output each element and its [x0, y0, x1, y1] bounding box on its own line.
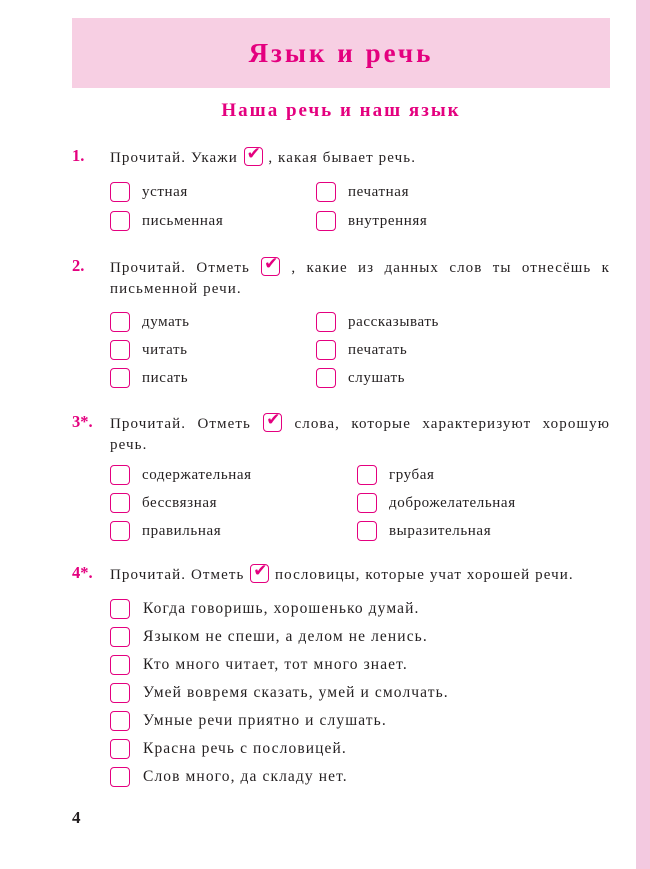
option-label: выразительная	[389, 522, 492, 539]
section-subtitle: Наша речь и наш язык	[221, 100, 461, 121]
task-3-number: 3*.	[72, 412, 93, 431]
option-label: внутренняя	[348, 212, 428, 229]
task-2-option-2[interactable]	[316, 312, 439, 332]
option-label: грубая	[389, 466, 435, 483]
checkbox-icon[interactable]	[110, 312, 130, 332]
option-label: Умные речи приятно и слушать.	[143, 712, 387, 729]
checkbox-icon[interactable]	[110, 340, 130, 360]
task-2-prompt-after: , какие из данных слов ты отнесёшь к письменной речи.	[110, 260, 611, 297]
task-3-option-6[interactable]	[357, 521, 491, 541]
task-3-option-5[interactable]	[110, 521, 221, 541]
task-2-option-3[interactable]	[110, 340, 188, 360]
option-label: Когда говоришь, хорошенько думай.	[143, 600, 420, 617]
task-1-prompt-after: , какая бывает речь.	[268, 150, 417, 166]
page-edge-decoration	[636, 0, 650, 869]
task-2-option-5[interactable]	[110, 368, 188, 388]
page-number: 4	[72, 808, 81, 827]
checkbox-icon[interactable]	[110, 368, 130, 388]
task-2-prompt-before: Прочитай. Отметь	[110, 260, 250, 276]
checkbox-icon[interactable]	[110, 767, 130, 787]
checkbox-icon	[263, 410, 282, 432]
task-1-prompt	[110, 144, 610, 169]
task-4-prompt-after: пословицы, которые учат хорошей речи.	[274, 567, 574, 583]
checkbox-icon[interactable]	[357, 465, 377, 485]
task-1-option-2[interactable]	[316, 182, 409, 202]
checkbox-icon[interactable]	[316, 312, 336, 332]
task-4-option-6[interactable]	[110, 739, 347, 759]
option-label: читать	[142, 341, 188, 358]
task-2-option-4[interactable]	[316, 340, 407, 360]
checkbox-icon[interactable]	[110, 182, 130, 202]
checkbox-icon[interactable]	[110, 599, 130, 619]
option-label: слушать	[348, 369, 406, 386]
checkbox-icon	[261, 254, 280, 276]
checkbox-icon[interactable]	[316, 211, 336, 231]
option-label: доброжелательная	[389, 494, 516, 511]
chapter-title-band	[72, 18, 610, 88]
option-label: думать	[142, 313, 190, 330]
checkbox-icon[interactable]	[110, 521, 130, 541]
task-3-prompt	[110, 410, 610, 456]
task-3-option-3[interactable]	[110, 493, 217, 513]
task-2-option-1[interactable]	[110, 312, 190, 332]
checkmark-icon: ✔	[264, 254, 279, 274]
task-1-option-3[interactable]	[110, 211, 223, 231]
checkbox-icon[interactable]	[110, 683, 130, 703]
option-label: Слов много, да складу нет.	[143, 768, 348, 785]
task-3-option-2[interactable]	[357, 465, 435, 485]
checkbox-icon[interactable]	[357, 493, 377, 513]
checkbox-icon[interactable]	[110, 465, 130, 485]
task-4-prompt-before: Прочитай. Отметь	[110, 567, 245, 583]
checkbox-icon[interactable]	[316, 368, 336, 388]
task-4-option-5[interactable]	[110, 711, 387, 731]
option-label: содержательная	[142, 466, 252, 483]
task-3-option-4[interactable]	[357, 493, 516, 513]
option-label: печатная	[348, 183, 410, 200]
option-label: Умей вовремя сказать, умей и смолчать.	[143, 684, 449, 701]
task-4-option-1[interactable]	[110, 599, 419, 619]
task-1-option-4[interactable]	[316, 211, 427, 231]
checkbox-icon[interactable]	[110, 493, 130, 513]
option-label: бессвязная	[142, 494, 218, 511]
task-4-option-7[interactable]	[110, 767, 348, 787]
checkbox-icon[interactable]	[110, 655, 130, 675]
task-4-prompt	[110, 561, 610, 586]
checkbox-icon[interactable]	[110, 711, 130, 731]
task-1-prompt-before: Прочитай. Укажи	[110, 150, 238, 166]
option-label: писать	[142, 369, 189, 386]
task-4-option-3[interactable]	[110, 655, 408, 675]
checkbox-icon	[250, 561, 269, 583]
checkmark-icon: ✔	[266, 410, 281, 430]
option-label: Кто много читает, тот много знает.	[143, 656, 408, 673]
task-3-prompt-after: слова, которые характеризуют хорошую речь.	[110, 416, 610, 453]
checkmark-icon: ✔	[253, 561, 268, 581]
task-1-option-1[interactable]	[110, 182, 188, 202]
option-label: печатать	[348, 341, 408, 358]
checkbox-icon[interactable]	[316, 340, 336, 360]
checkbox-icon[interactable]	[357, 521, 377, 541]
task-2-option-6[interactable]	[316, 368, 405, 388]
page-title: Язык и речь	[248, 37, 434, 68]
checkbox-icon[interactable]	[110, 627, 130, 647]
task-4-option-2[interactable]	[110, 627, 428, 647]
option-label: Красна речь с пословицей.	[143, 740, 347, 757]
checkbox-icon	[244, 144, 263, 166]
task-4-number: 4*.	[72, 563, 93, 582]
checkbox-icon[interactable]	[316, 182, 336, 202]
task-4-option-4[interactable]	[110, 683, 449, 703]
option-label: рассказывать	[348, 313, 439, 330]
option-label: устная	[142, 183, 188, 200]
task-3-option-1[interactable]	[110, 465, 252, 485]
task-3-prompt-before: Прочитай. Отметь	[110, 416, 251, 432]
checkbox-icon[interactable]	[110, 211, 130, 231]
task-2-prompt	[110, 254, 611, 300]
option-label: Языком не спеши, а делом не ленись.	[143, 628, 428, 645]
option-label: правильная	[142, 522, 222, 539]
task-1-number: 1.	[72, 146, 85, 165]
option-label: письменная	[142, 212, 224, 229]
checkmark-icon: ✔	[246, 144, 261, 164]
checkbox-icon[interactable]	[110, 739, 130, 759]
task-2-number: 2.	[72, 256, 85, 275]
